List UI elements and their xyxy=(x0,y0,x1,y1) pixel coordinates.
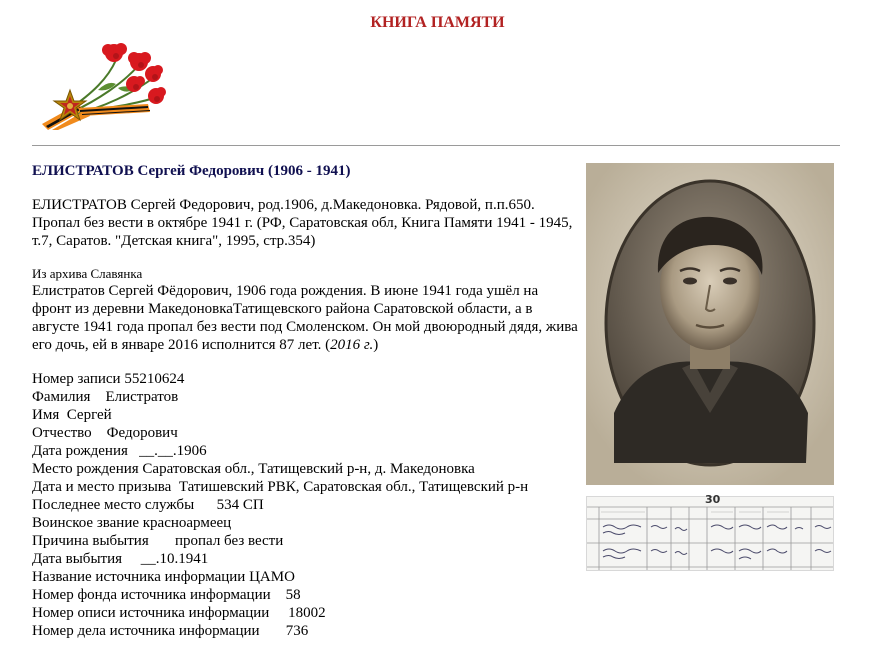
record-number: Номер записи 55210624 xyxy=(32,371,185,387)
record-patronymic: Отчество Федорович xyxy=(32,425,178,441)
record-surname: Фамилия Елистратов xyxy=(32,389,179,405)
record-source-name: Название источника информации ЦАМО xyxy=(32,569,295,585)
record-last-service: Последнее место службы 534 СП xyxy=(32,497,264,513)
record-birth-place: Место рождения Саратовская обл., Татищевский р-н, д. Македоновка xyxy=(32,461,475,477)
record-opis-number: Номер описи источника информации 18002 xyxy=(32,605,326,621)
person-heading: ЕЛИСТРАТОВ Сергей Федорович (1906 - 1941) xyxy=(32,163,351,179)
record-name: Имя Сергей xyxy=(32,407,112,423)
record-conscription: Дата и место призыва Татишевский РВК, Саратовская обл., Татищевский р-н xyxy=(32,479,529,495)
person-bio: ЕЛИСТРАТОВ Сергей Федорович, род.1906, д.Македоновка. Рядовой, п.п.650. Пропал без вести в октябре 1941 г. (РФ, Саратовская обл, Книга Памяти 1941 - 1945, т.7, Саратов. "Детская книга", 1995, стр.354) xyxy=(32,197,573,249)
archive-body: Елистратов Сергей Фёдорович, 1906 года рождения. В июне 1941 года ушёл на фронт из деревни МакедоновкаТатищевского района Саратовской области, а в августе 1941 года пропал без вести под Смоленском. Он мой двоюродный дядя, жива его дочь, ей в январе 2016 исполнится 87 лет. ( xyxy=(32,283,578,353)
memorial-emblem-image xyxy=(38,38,168,130)
record-fond-number: Номер фонда источника информации 58 xyxy=(32,587,301,603)
record-rank: Воинское звание красноармеец xyxy=(32,515,232,531)
archive-label: Из архива Славянка xyxy=(32,266,143,281)
record-birth-date: Дата рождения __.__.1906 xyxy=(32,443,207,459)
record-delo-number: Номер дела источника информации 736 xyxy=(32,623,309,639)
record-reason: Причина выбытия пропал без вести xyxy=(32,533,284,549)
header-divider xyxy=(32,145,840,146)
portrait-photo xyxy=(586,163,834,485)
main-content xyxy=(32,162,578,640)
site-title: КНИГА ПАМЯТИ xyxy=(370,14,505,31)
document-page-number: 30 xyxy=(705,493,721,506)
archive-year: 2016 г. xyxy=(330,337,374,353)
archive-text xyxy=(32,282,578,354)
record-departure-date: Дата выбытия __.10.1941 xyxy=(32,551,209,567)
archive-document-image xyxy=(586,493,834,571)
archive-close: ) xyxy=(373,337,379,353)
record-list xyxy=(32,370,578,640)
